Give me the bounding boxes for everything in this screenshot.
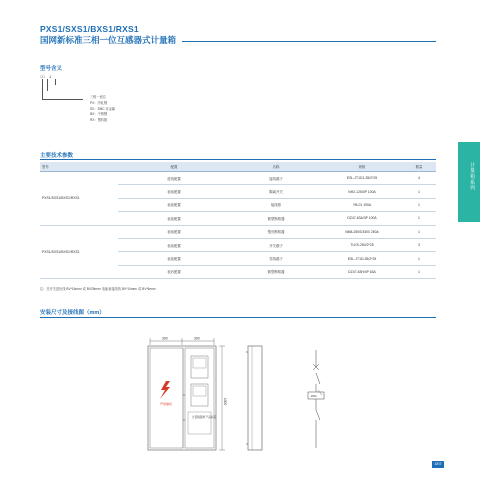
spec-cell: DZ47-63H/4P 63A (322, 265, 402, 278)
name-cell: 塑壳断路器 (230, 225, 322, 238)
config-cell: 表前配置 (118, 225, 230, 238)
qty-cell: 1 (402, 212, 436, 225)
col-header-spec: 规格 (322, 162, 402, 172)
spec-cell: ESL-JT1D-35/2*25 (322, 252, 402, 265)
model-meaning-line: SX：SMC 非金属 (90, 106, 115, 111)
col-header-name: 名称 (230, 162, 322, 172)
dimensions-heading: 安装尺寸及接线图（mm） (40, 310, 105, 316)
table-note: 注：总开关进出线 BV*16mm² 或 BV25mm² 电能表接线线 BV*10mm² 或 BV*6mm² (40, 287, 156, 291)
width-left-label: 300 (162, 336, 168, 341)
warning-label: 严禁攀爬 (160, 402, 173, 406)
wiring-schematic (308, 350, 324, 448)
cabinet-front-view (148, 346, 216, 450)
nameplate-label: 计量箱铭牌 产品标签 (192, 416, 217, 419)
qty-cell: 1 (402, 198, 436, 211)
name-cell: 微型断路器 (230, 212, 322, 225)
qty-cell: 4 (402, 172, 436, 185)
warning-lightning-icon (160, 381, 170, 399)
config-cell: 表前配置 (118, 198, 230, 211)
config-cell: 表前配置 (118, 252, 230, 265)
config-cell: 表前配置 (118, 212, 230, 225)
spec-heading: 主要技术参数 (40, 153, 74, 159)
config-cell: 表前配置 (118, 185, 230, 198)
col-header-config: 配置 (118, 162, 230, 172)
spec-cell: NH2-125/4P 100A (322, 185, 402, 198)
model-meaning-line: PX：冷轧钢 (90, 100, 108, 105)
config-cell: 进线配置 (118, 172, 230, 185)
qty-cell: 1 (402, 265, 436, 278)
spec-cell: ESL-JT1D1-35/2*25 (322, 172, 402, 185)
config-cell: 表前配置 (118, 238, 230, 251)
col-header-qty: 数量 (402, 162, 436, 172)
name-cell: 开关端子 (230, 238, 322, 251)
name-cell: 隔离开关 (230, 185, 322, 198)
name-cell: 微型断路器 (230, 265, 322, 278)
name-cell: 零线端子 (230, 252, 322, 265)
side-category-tab[interactable] (458, 142, 480, 222)
qty-cell: 1 (402, 252, 436, 265)
width-right-label: 300 (194, 336, 200, 341)
kwh-meter-label: kWh (311, 394, 317, 398)
qty-cell: 1 (402, 185, 436, 198)
product-model-title: PXS1/SXS1/BXS1/RXS1 (40, 24, 139, 34)
model-code-number: 1 (48, 74, 52, 79)
spec-cell: YB-01 190A (322, 198, 402, 211)
qty-cell: 3 (402, 238, 436, 251)
height-label: 1000 (223, 398, 227, 406)
spec-cell: DZ47-63A/3P 100A (322, 212, 402, 225)
spec-cell: NM8-250S/3300 250A (322, 225, 402, 238)
qty-cell: 1 (402, 225, 436, 238)
name-cell: 接线端子 (230, 172, 322, 185)
side-tab-label: 计量箱系列 (469, 162, 475, 191)
group-model-cell: PXS1/SXS1/BXS1/RXS1 (40, 225, 118, 279)
model-code-box-glyphs: □□ (40, 74, 45, 79)
model-meaning-line: RX：塑料箱 (90, 118, 108, 123)
config-cell: 表后配置 (118, 265, 230, 278)
name-cell: 接线排 (230, 198, 322, 211)
col-header-model: 型号 (40, 162, 118, 172)
model-meaning-line: BX：不锈钢 (90, 112, 108, 117)
group-model-cell: PXS1/SXS1/BXS1/RXS1 (40, 172, 118, 226)
spec-cell: TLKS-250/2*25 (322, 238, 402, 251)
cabinet-side-view (246, 346, 262, 450)
model-meaning-heading: 型号含义 (40, 66, 63, 72)
page-number: 3/07 (432, 461, 444, 468)
model-meaning-line: 三相一表位 (90, 95, 106, 99)
product-name-title: 国网新标准三相一位互感器式计量箱 (40, 35, 177, 45)
width-dimension (150, 338, 214, 345)
